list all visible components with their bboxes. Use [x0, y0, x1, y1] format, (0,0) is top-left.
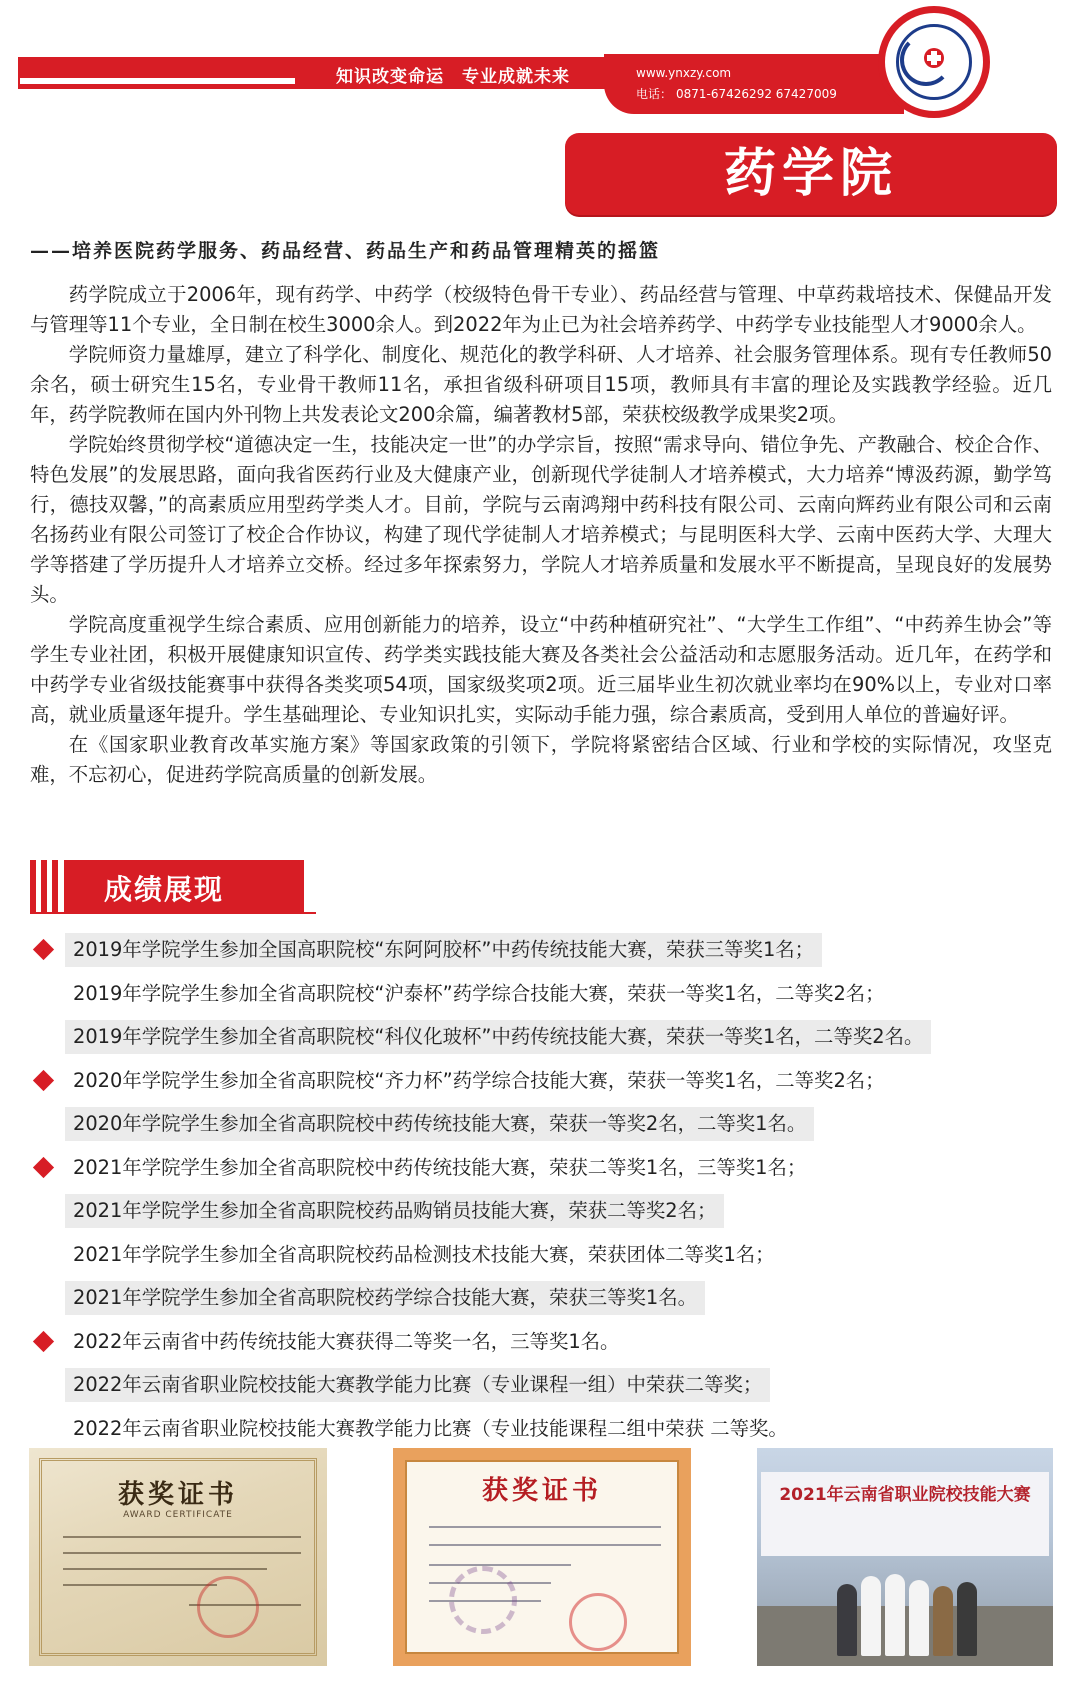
diamond-bullet-icon: [33, 939, 54, 960]
section-title: 成绩展现: [104, 873, 225, 906]
award-text: 2019年学院学生参加全省高职院校“沪泰杯”药学综合技能大赛，荣获一等奖1名，二等奖2名；: [73, 981, 885, 1005]
award-certificate-photo-1: [29, 1448, 327, 1666]
page-subtitle: ——培养医院药学服务、药品经营、药品生产和药品管理精英的摇篮: [30, 240, 661, 262]
section-underline: [30, 912, 316, 914]
header-bar-stripe: [20, 78, 295, 84]
award-text: 2022年云南省职业院校技能大赛教学能力比赛（专业课程一组）中荣获二等奖；: [65, 1368, 770, 1402]
paragraph: 学院师资力量雄厚，建立了科学化、制度化、规范化的教学科研、人才培养、社会服务管理体系。现有专任教师50余名，硕士研究生15名，专业骨干教师11名，承担省级科研项目15项，教师具有丰富的理论及实践教学经验。近几年，药学院教师在国内外刊物上共发表论文200余篇，编著教材5部，荣获校级教学成果奖2项。: [30, 343, 1052, 426]
website-link[interactable]: www.ynxzy.com: [636, 66, 732, 80]
page-title: 药学院: [723, 144, 898, 204]
award-item: [30, 1409, 1060, 1453]
award-text: 2021年学院学生参加全省高职院校中药传统技能大赛，荣获二等奖1名，三等奖1名；: [73, 1155, 807, 1179]
paragraph: 学院高度重视学生综合素质、应用创新能力的培养，设立“中药种植研究社”、“大学生工作组”、“中药养生协会”等学生专业社团，积极开展健康知识宣传、药学类实践技能大赛及各类社会公益活动和志愿服务活动。近几年，在药学和中药学专业省级技能赛事中获得各类奖项54项，国家级奖项2项。近三届毕业生初次就业率均在90%以上，专业对口率高，就业质量逐年提升。学生基础理论、专业知识扎实，实际动手能力强，综合素质高，受到用人单位的普遍好评。: [30, 613, 1052, 726]
award-item: [30, 1235, 1060, 1279]
award-text: 2021年学院学生参加全省高职院校药品检测技术技能大赛，荣获团体二等奖1名；: [73, 1242, 775, 1266]
award-item: [30, 1104, 1060, 1148]
diamond-bullet-icon: [33, 1069, 54, 1090]
diamond-bullet-icon: [33, 1330, 54, 1351]
section-stripes: [30, 860, 62, 912]
award-item: [30, 1017, 1060, 1061]
award-item: [30, 1278, 1060, 1322]
paragraph: 在《国家职业教育改革实施方案》等国家政策的引领下，学院将紧密结合区域、行业和学校的实际情况，攻坚克难，不忘初心，促进药学院高质量的创新发展。: [30, 733, 1052, 786]
award-text: 2021年学院学生参加全省高职院校药学综合技能大赛，荣获三等奖1名。: [65, 1281, 705, 1315]
certificate-title: 获奖证书: [481, 1476, 602, 1506]
award-text: 2022年云南省中药传统技能大赛获得二等奖一名，三等奖1名。: [73, 1329, 620, 1353]
award-item: [30, 1322, 1060, 1366]
event-banner-text: 2021年云南省职业院校技能大赛: [779, 1485, 1031, 1505]
seal-stamp-icon: [197, 1576, 259, 1638]
award-item: [30, 974, 1060, 1018]
phone-value: 0871-67426292 67427009: [676, 87, 837, 101]
award-item: [30, 1061, 1060, 1105]
award-text: 2019年学院学生参加全国高职院校“东阿阿胶杯”中药传统技能大赛，荣获三等奖1名；: [65, 933, 822, 967]
phone-numbers: [636, 85, 837, 102]
diamond-bullet-icon: [33, 1156, 54, 1177]
seal-stamp-icon: [569, 1593, 627, 1651]
award-text: 2020年学院学生参加全省高职院校“齐力杯”药学综合技能大赛，荣获一等奖1名，二等奖2名；: [73, 1068, 885, 1092]
gear-watermark-icon: [449, 1566, 517, 1634]
logo-cross-icon: [924, 48, 944, 68]
paragraph: 药学院成立于2006年，现有药学、中药学（校级特色骨干专业）、药品经营与管理、中草药栽培技术、保健品开发与管理等11个专业，全日制在校生3000余人。到2022年为止已为社会培养药学、中药学专业技能型人才9000余人。: [30, 283, 1052, 336]
awards-list: [30, 930, 1060, 1452]
intro-body: [30, 280, 1052, 790]
paragraph: 学院始终贯彻学校“道德决定一生，技能决定一世”的办学宗旨，按照“需求导向、错位争先、产教融合、校企合作、特色发展”的发展思路，面向我省医药行业及大健康产业，创新现代学徒制人才培养模式，大力培养“博汲药源，勤学笃行，德技双馨，”的高素质应用型药学类人才。目前，学院与云南鸿翔中药科技有限公司、云南向辉药业有限公司和云南名扬药业有限公司签订了校企合作协议，构建了现代学徒制人才培养模式；与昆明医科大学、云南中医药大学、大理大学等搭建了学历提升人才培养立交桥。经过多年探索努力，学院人才培养质量和发展水平不断提高，呈现良好的发展势头。: [30, 433, 1052, 606]
header-contact-panel: [604, 54, 904, 114]
award-item: [30, 930, 1060, 974]
award-item: [30, 1365, 1060, 1409]
award-text: 2022年云南省职业院校技能大赛教学能力比赛（专业技能课程二组中荣获 二等奖。: [73, 1416, 788, 1440]
certificate-title: 获奖证书: [117, 1480, 238, 1510]
award-item: [30, 1191, 1060, 1235]
phone-label: 电话：: [636, 87, 673, 101]
award-text: 2021年学院学生参加全省高职院校药品购销员技能大赛，荣获二等奖2名；: [65, 1194, 724, 1228]
header-slogan: 知识改变命运 专业成就未来: [336, 67, 570, 87]
award-certificate-photo-2: [393, 1448, 691, 1666]
competition-event-photo: [757, 1448, 1053, 1666]
award-item: [30, 1148, 1060, 1192]
award-text: 2019年学院学生参加全省高职院校“科仪化玻杯”中药传统技能大赛，荣获一等奖1名，二等奖2名。: [65, 1020, 931, 1054]
certificate-subtitle: AWARD CERTIFICATE: [123, 1510, 233, 1520]
award-text: 2020年学院学生参加全省高职院校中药传统技能大赛，荣获一等奖2名，二等奖1名。: [65, 1107, 814, 1141]
